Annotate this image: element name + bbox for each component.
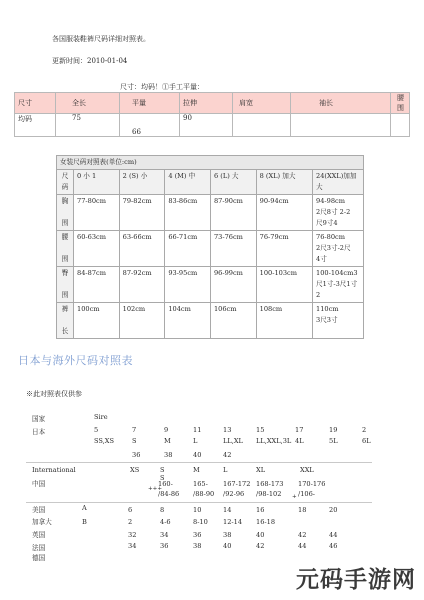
table3-cell: 165- bbox=[193, 480, 208, 488]
table2-size: 0 小 1 bbox=[74, 170, 120, 195]
table2-cell: 76-79cm bbox=[256, 231, 312, 267]
table3-cell: 16-18 bbox=[256, 518, 276, 526]
table1-cell: 66 bbox=[120, 114, 180, 137]
reference-note: ※此对照表仅供参 bbox=[26, 390, 82, 398]
womens-size-table bbox=[56, 155, 364, 339]
table2-cell: 100-104cm3 尺1寸-3尺1寸 2 bbox=[313, 267, 364, 303]
table3-cell: 44 bbox=[329, 531, 338, 539]
table3-cell: 17 bbox=[295, 426, 304, 434]
table2-cell: 79-82cm bbox=[119, 195, 165, 231]
table3-divider bbox=[26, 502, 372, 503]
table3-cell: M bbox=[193, 466, 200, 474]
table2-row-label: 裤 长 bbox=[57, 303, 74, 339]
table3-cell: 170-176 bbox=[298, 480, 326, 488]
table2-size: 24(XXL)加加大 bbox=[313, 170, 364, 195]
table2-cell: 77-80cm bbox=[74, 195, 120, 231]
table3-cell: 168-173 bbox=[256, 480, 284, 488]
table3-cell: 20 bbox=[329, 506, 338, 514]
table1-header-cell: 全长 bbox=[56, 93, 120, 114]
table2-size: 4 (M) 中 bbox=[165, 170, 211, 195]
table3-cell: XL bbox=[256, 466, 266, 474]
table3-cell: M bbox=[164, 437, 171, 445]
table3-cell: Sire bbox=[94, 413, 108, 421]
table2-cell: 100cm bbox=[74, 303, 120, 339]
table1-header-cell: 袖长 bbox=[291, 93, 391, 114]
size-table-onesize bbox=[14, 92, 410, 137]
table3-cell: XS bbox=[130, 466, 140, 474]
table3-cell: 15 bbox=[256, 426, 265, 434]
table3-cell: B bbox=[82, 518, 87, 526]
table3-cell: 12-14 bbox=[223, 518, 243, 526]
table1-cell bbox=[291, 114, 391, 137]
table3-divider bbox=[26, 462, 372, 463]
table3-cell: S bbox=[132, 437, 137, 445]
table2-cell: 90-94cm bbox=[256, 195, 312, 231]
table3-cell: 中国 bbox=[32, 480, 46, 488]
table3-cell: + bbox=[292, 494, 297, 500]
table3-cell: 国家 bbox=[32, 415, 46, 423]
table3-cell: +++ bbox=[148, 486, 163, 492]
section-title: 日本与海外尺码对照表 bbox=[18, 354, 133, 367]
table2-size: 6 (L) 大 bbox=[210, 170, 256, 195]
table3-cell: 36 bbox=[132, 451, 141, 459]
table3-cell: 美国 bbox=[32, 506, 46, 514]
table2-size: 2 (S) 小 bbox=[119, 170, 165, 195]
table2-row-label: 臀 围 bbox=[57, 267, 74, 303]
table2-cell: 110cm 3尺3寸 bbox=[313, 303, 364, 339]
table3-cell: 34 bbox=[128, 542, 137, 550]
table3-cell: SS,XS bbox=[94, 437, 114, 445]
table3-cell: 36 bbox=[160, 542, 169, 550]
table2-cell: 76-80cm 2尺3寸-2尺 4寸 bbox=[313, 231, 364, 267]
table3-cell: 42 bbox=[223, 451, 232, 459]
table1-cell: 75 bbox=[56, 114, 120, 137]
table1-cell: 90 bbox=[180, 114, 233, 137]
table3-cell: 5L bbox=[329, 437, 338, 445]
table2-caption-row bbox=[57, 156, 364, 170]
table1-cell: 均码 bbox=[15, 114, 56, 137]
table3-cell: /98-102 bbox=[256, 490, 282, 498]
table3-cell: 38 bbox=[223, 531, 232, 539]
table3-cell: 加拿大 bbox=[32, 518, 52, 526]
table3-cell: A bbox=[82, 504, 87, 512]
table3-cell: 日本 bbox=[32, 428, 46, 436]
table3-cell: L bbox=[193, 437, 198, 445]
table3-cell: 42 bbox=[256, 542, 265, 550]
table1-cell bbox=[233, 114, 291, 137]
table2-cell: 73-76cm bbox=[210, 231, 256, 267]
table3-cell: 8 bbox=[160, 506, 165, 514]
table2-row bbox=[57, 231, 364, 267]
watermark-logo: 元码手游网 bbox=[296, 567, 416, 593]
table2-cell: 87-92cm bbox=[119, 267, 165, 303]
table3-cell: 4-6 bbox=[160, 518, 171, 526]
table1-header-cell: 腰围 bbox=[391, 93, 410, 114]
table2-cell: 93-95cm bbox=[165, 267, 211, 303]
table3-cell: 18 bbox=[298, 506, 307, 514]
table1-header-cell: 平量 bbox=[120, 93, 180, 114]
table3-cell: 16 bbox=[256, 506, 265, 514]
table3-cell: LL,XL bbox=[223, 437, 243, 445]
table2-cell: 84-87cm bbox=[74, 267, 120, 303]
update-time-label: 更新时间： bbox=[52, 57, 87, 65]
table3-cell: 32 bbox=[128, 531, 137, 539]
table3-cell: 8-10 bbox=[193, 518, 208, 526]
table3-cell: 法国 bbox=[32, 544, 46, 552]
table3-cell: International bbox=[32, 466, 76, 474]
table2-row-label: 腰 围 bbox=[57, 231, 74, 267]
table3-cell: L bbox=[223, 466, 228, 474]
table3-cell: /84-86 bbox=[158, 490, 180, 498]
table2-cell: 66-71cm bbox=[165, 231, 211, 267]
table3-cell: 42 bbox=[298, 531, 307, 539]
table3-cell: /88-90 bbox=[193, 490, 215, 498]
table3-cell: 5 bbox=[94, 426, 99, 434]
table2-row-label: 胸 围 bbox=[57, 195, 74, 231]
table3-cell: 40 bbox=[256, 531, 265, 539]
table1-header-cell: 尺寸 bbox=[15, 93, 56, 114]
table3-cell: 38 bbox=[164, 451, 173, 459]
table2-cell: 96-99cm bbox=[210, 267, 256, 303]
table3-cell: 7 bbox=[132, 426, 137, 434]
table3-cell: /92-96 bbox=[223, 490, 245, 498]
table1-header-row bbox=[15, 93, 410, 114]
table2-row bbox=[57, 195, 364, 231]
table3-cell: 13 bbox=[223, 426, 232, 434]
table1-row bbox=[15, 114, 410, 137]
table1-caption: 尺寸：均码！①手工平量： bbox=[120, 83, 204, 91]
table3-cell: 34 bbox=[160, 531, 169, 539]
table3-cell: 19 bbox=[329, 426, 338, 434]
table3-cell: 44 bbox=[298, 542, 307, 550]
table3-cell: 38 bbox=[193, 542, 202, 550]
table2-cell: 102cm bbox=[119, 303, 165, 339]
table3-cell: 40 bbox=[193, 451, 202, 459]
table1-cell bbox=[391, 114, 410, 137]
table1-header-cell: 拉伸 bbox=[180, 93, 233, 114]
table3-cell: S bbox=[160, 474, 165, 482]
table2-cell: 104cm bbox=[165, 303, 211, 339]
update-time bbox=[52, 56, 127, 66]
table3-cell: 11 bbox=[193, 426, 202, 434]
table2-cell: 83-86cm bbox=[165, 195, 211, 231]
table3-cell: 10 bbox=[193, 506, 202, 514]
table2-cell: 87-90cm bbox=[210, 195, 256, 231]
table2-header-label: 尺 码 bbox=[57, 170, 74, 195]
table2-cell: 63-66cm bbox=[119, 231, 165, 267]
table2-cell: 108cm bbox=[256, 303, 312, 339]
table3-cell: 36 bbox=[193, 531, 202, 539]
table3-cell: 160- bbox=[158, 480, 173, 488]
table3-cell: 46 bbox=[329, 542, 338, 550]
table3-cell: 英国 bbox=[32, 531, 46, 539]
table3-cell: 40 bbox=[223, 542, 232, 550]
table2-row bbox=[57, 303, 364, 339]
table3-cell: 2 bbox=[128, 518, 133, 526]
table2-cell: 100-103cm bbox=[256, 267, 312, 303]
table3-cell: XXL bbox=[300, 466, 314, 474]
update-time-value: 2010-01-04 bbox=[87, 57, 128, 65]
table3-cell: LL,XXL,3L bbox=[256, 437, 292, 445]
table2-cell: 94-98cm 2尺8寸 2-2 尺9寸4 bbox=[313, 195, 364, 231]
table3-cell: S bbox=[160, 466, 165, 474]
table3-cell: 2 bbox=[362, 426, 367, 434]
table3-cell: 6L bbox=[362, 437, 371, 445]
table1-header-cell: 肩宽 bbox=[233, 93, 291, 114]
table2-header-row bbox=[57, 170, 364, 195]
table2-size: 8 (XL) 加大 bbox=[256, 170, 312, 195]
table3-cell: 14 bbox=[223, 506, 232, 514]
table2-cell: 60-63cm bbox=[74, 231, 120, 267]
table3-cell: /106- bbox=[298, 490, 316, 498]
table3-cell: 6 bbox=[128, 506, 133, 514]
table3-cell: 9 bbox=[164, 426, 169, 434]
table3-cell: 德国 bbox=[32, 554, 46, 562]
table2-cell: 106cm bbox=[210, 303, 256, 339]
doc-title: 各国服装鞋裤尺码详细对照表。 bbox=[52, 35, 150, 43]
table3-cell: 167-172 bbox=[223, 480, 251, 488]
table3-cell: 4L bbox=[295, 437, 304, 445]
table2-row bbox=[57, 267, 364, 303]
table2-caption: 女装尺码对照表(单位:cm) bbox=[57, 156, 364, 170]
